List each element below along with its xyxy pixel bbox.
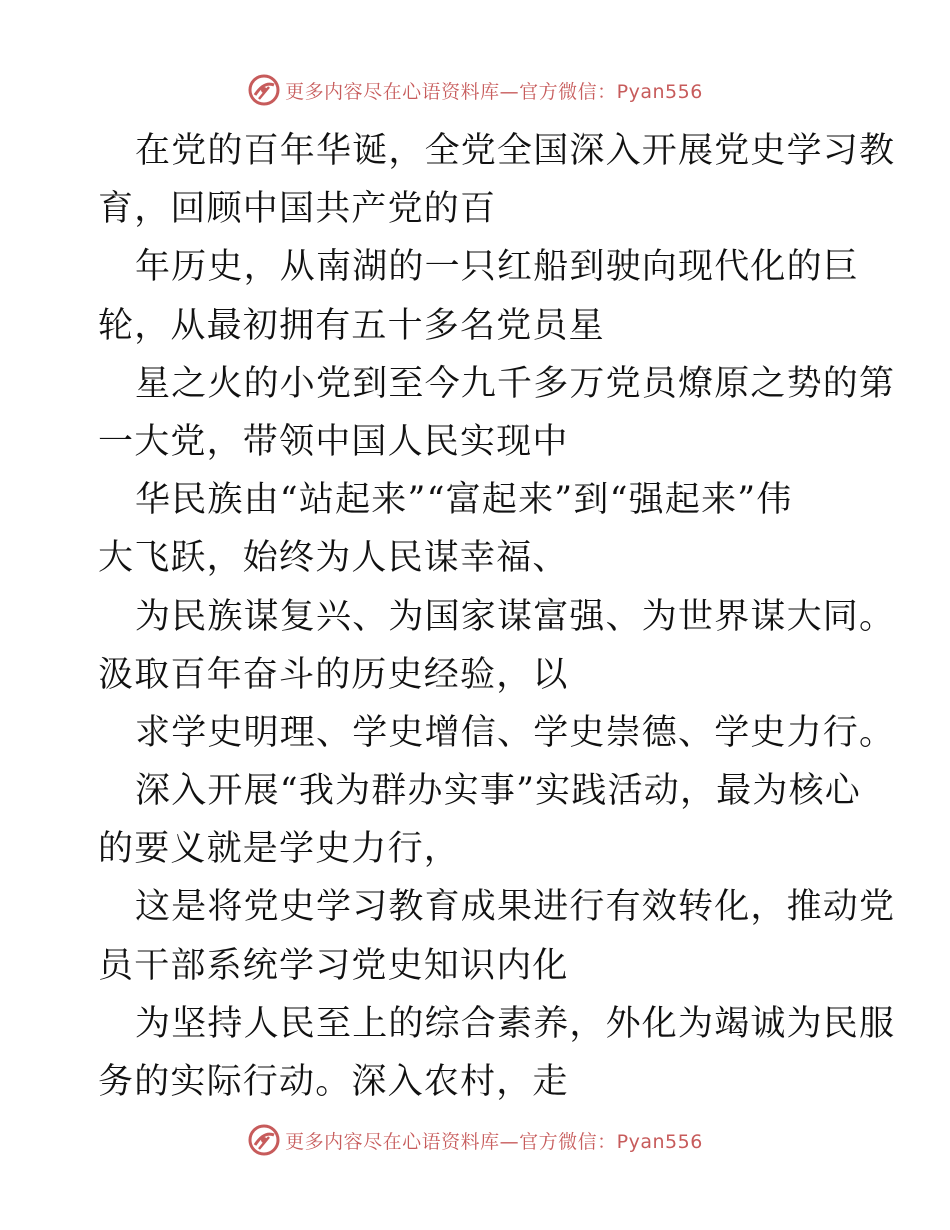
footer-watermark-text: 更多内容尽在心语资料库—官方微信：Pyan556 bbox=[285, 1130, 703, 1153]
text-line: 大飞跃，始终为人民谋幸福、 bbox=[98, 538, 569, 579]
text-line: 求学史明理、学史增信、学史崇德、学史力行。 bbox=[135, 712, 896, 753]
header-watermark bbox=[0, 70, 950, 110]
text-line: 这是将党史学习教育成果进行有效转化，推动党 bbox=[135, 887, 896, 928]
document-body bbox=[98, 122, 896, 1111]
footer-watermark bbox=[0, 1120, 950, 1160]
text-line: 深入开展“我为群办实事”实践活动，最为核心 bbox=[135, 771, 861, 812]
text-line: 年历史，从南湖的一只红船到驶向现代化的巨 bbox=[135, 247, 860, 288]
text-line: 星之火的小党到至今九千多万党员燎原之势的第 bbox=[135, 363, 896, 404]
watermark-logo-icon bbox=[247, 1123, 281, 1157]
text-line: 汲取百年奋斗的历史经验，以 bbox=[98, 654, 569, 695]
text-line: 为民族谋复兴、为国家谋富强、为世界谋大同。 bbox=[135, 596, 896, 637]
text-line: 在党的百年华诞，全党全国深入开展党史学习教 bbox=[135, 131, 896, 171]
text-line: 轮，从最初拥有五十多名党员星 bbox=[98, 305, 605, 346]
text-line: 务的实际行动。深入农村，走 bbox=[98, 1062, 569, 1102]
header-watermark-text: 更多内容尽在心语资料库—官方微信：Pyan556 bbox=[285, 80, 703, 103]
watermark-logo-icon bbox=[247, 73, 281, 107]
text-line: 育，回顾中国共产党的百 bbox=[98, 189, 497, 230]
text-line: 的要义就是学史力行， bbox=[98, 829, 461, 870]
text-line: 员干部系统学习党史知识内化 bbox=[98, 945, 569, 986]
text-line: 华民族由“站起来”“富起来”到“强起来”伟 bbox=[135, 480, 793, 521]
text-line: 一大党，带领中国人民实现中 bbox=[98, 421, 569, 462]
text-line: 为坚持人民至上的综合素养，外化为竭诚为民服 bbox=[135, 1003, 896, 1044]
